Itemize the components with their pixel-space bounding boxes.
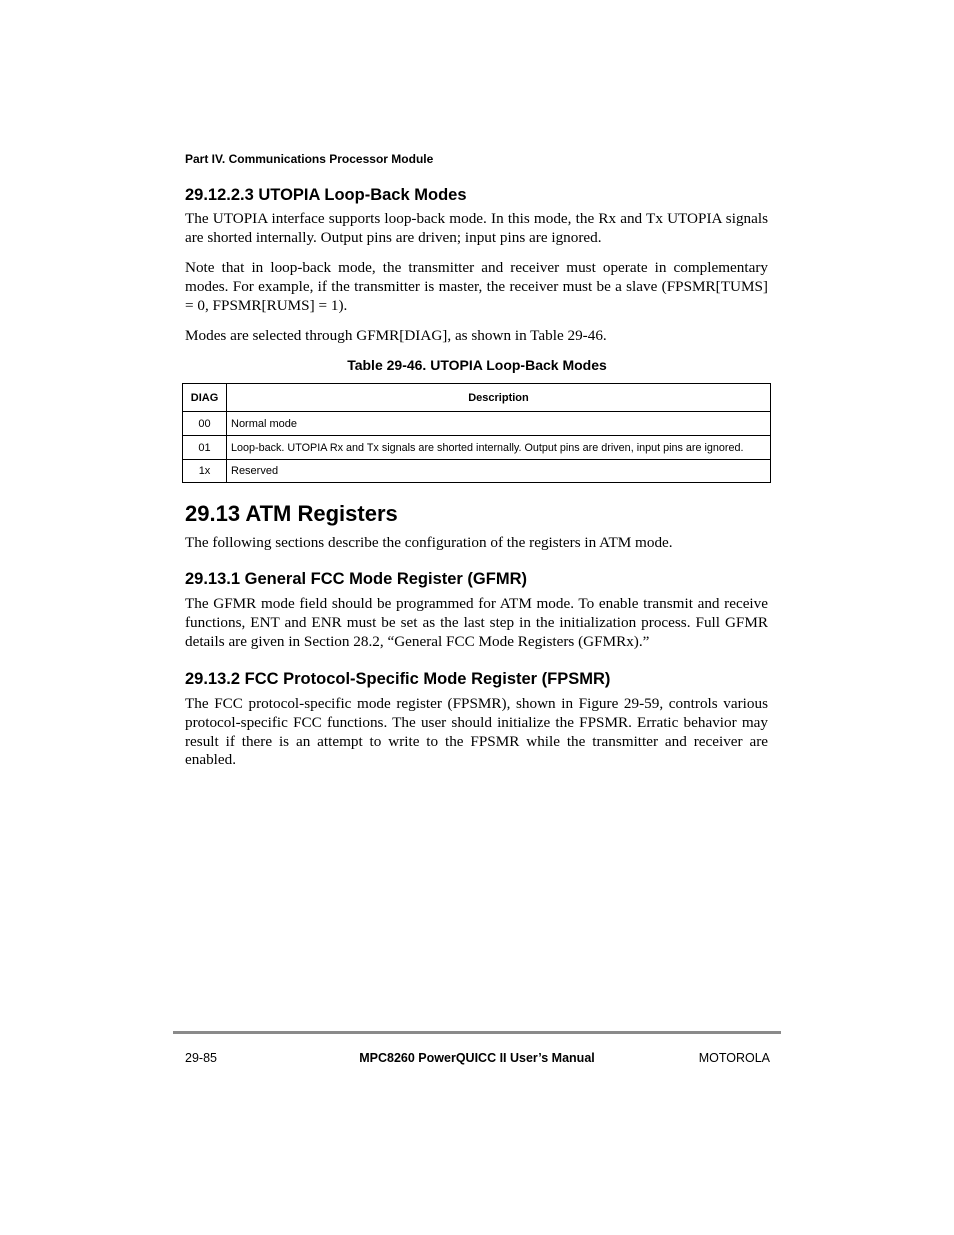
description-cell: Reserved bbox=[227, 460, 771, 483]
paragraph: The UTOPIA interface supports loop-back mode. In this mode, the Rx and Tx UTOPIA signals are shorted internally. Output pins are driven; input pins are ignored. bbox=[185, 210, 768, 246]
publisher: MOTOROLA bbox=[698, 1051, 770, 1065]
diag-cell: 01 bbox=[183, 436, 227, 460]
table-header-row bbox=[183, 384, 771, 412]
paragraph: The GFMR mode field should be programmed for ATM mode. To enable transmit and receive functions, ENT and ENR must be set as the last step in the initialization process. Full GFMR details are given in Section 28.2, “General FCC Mode Registers (GFMRx).” bbox=[185, 595, 768, 650]
column-header-diag: DIAG bbox=[183, 384, 227, 412]
table-row bbox=[183, 412, 771, 436]
section-heading: 29.13.2 FCC Protocol-Specific Mode Register (FPSMR) bbox=[185, 670, 611, 688]
paragraph: Modes are selected through GFMR[DIAG], as shown in Table 29-46. bbox=[185, 327, 607, 344]
paragraph: Note that in loop-back mode, the transmitter and receiver must operate in complementary modes. For example, if the transmitter is master, the receiver must be a slave (FPSMR[TUMS] = 0, FPSMR[RUMS] = 1). bbox=[185, 259, 768, 314]
section-heading: 29.13.1 General FCC Mode Register (GFMR) bbox=[185, 570, 527, 588]
running-header: Part IV. Communications Processor Module bbox=[185, 152, 434, 166]
paragraph: The FCC protocol-specific mode register (FPSMR), shown in Figure 29-59, controls various protocol-specific FCC functions. The user should initialize the FPSMR. Erratic behavior may result if there is an attempt to write to the FPSMR while the transmitter and receiver are enabled. bbox=[185, 695, 768, 769]
description-cell: Normal mode bbox=[227, 412, 771, 436]
section-heading: 29.12.2.3 UTOPIA Loop-Back Modes bbox=[185, 186, 467, 204]
diag-cell: 00 bbox=[183, 412, 227, 436]
diag-cell: 1x bbox=[183, 460, 227, 483]
table-caption: Table 29-46. UTOPIA Loop-Back Modes bbox=[347, 357, 607, 373]
section-heading: 29.13 ATM Registers bbox=[185, 501, 398, 526]
page-number: 29-85 bbox=[185, 1051, 217, 1065]
column-header-description: Description bbox=[227, 384, 771, 412]
footer-rule bbox=[173, 1031, 781, 1034]
manual-title: MPC8260 PowerQUICC II User’s Manual bbox=[359, 1051, 595, 1065]
paragraph: The following sections describe the configuration of the registers in ATM mode. bbox=[185, 534, 673, 551]
description-cell: Loop-back. UTOPIA Rx and Tx signals are shorted internally. Output pins are driven, input pins are ignored. bbox=[227, 436, 771, 460]
table-row bbox=[183, 460, 771, 483]
table-row bbox=[183, 436, 771, 460]
loop-back-modes-table bbox=[182, 383, 771, 483]
section-29-12-2-3 bbox=[185, 186, 768, 205]
